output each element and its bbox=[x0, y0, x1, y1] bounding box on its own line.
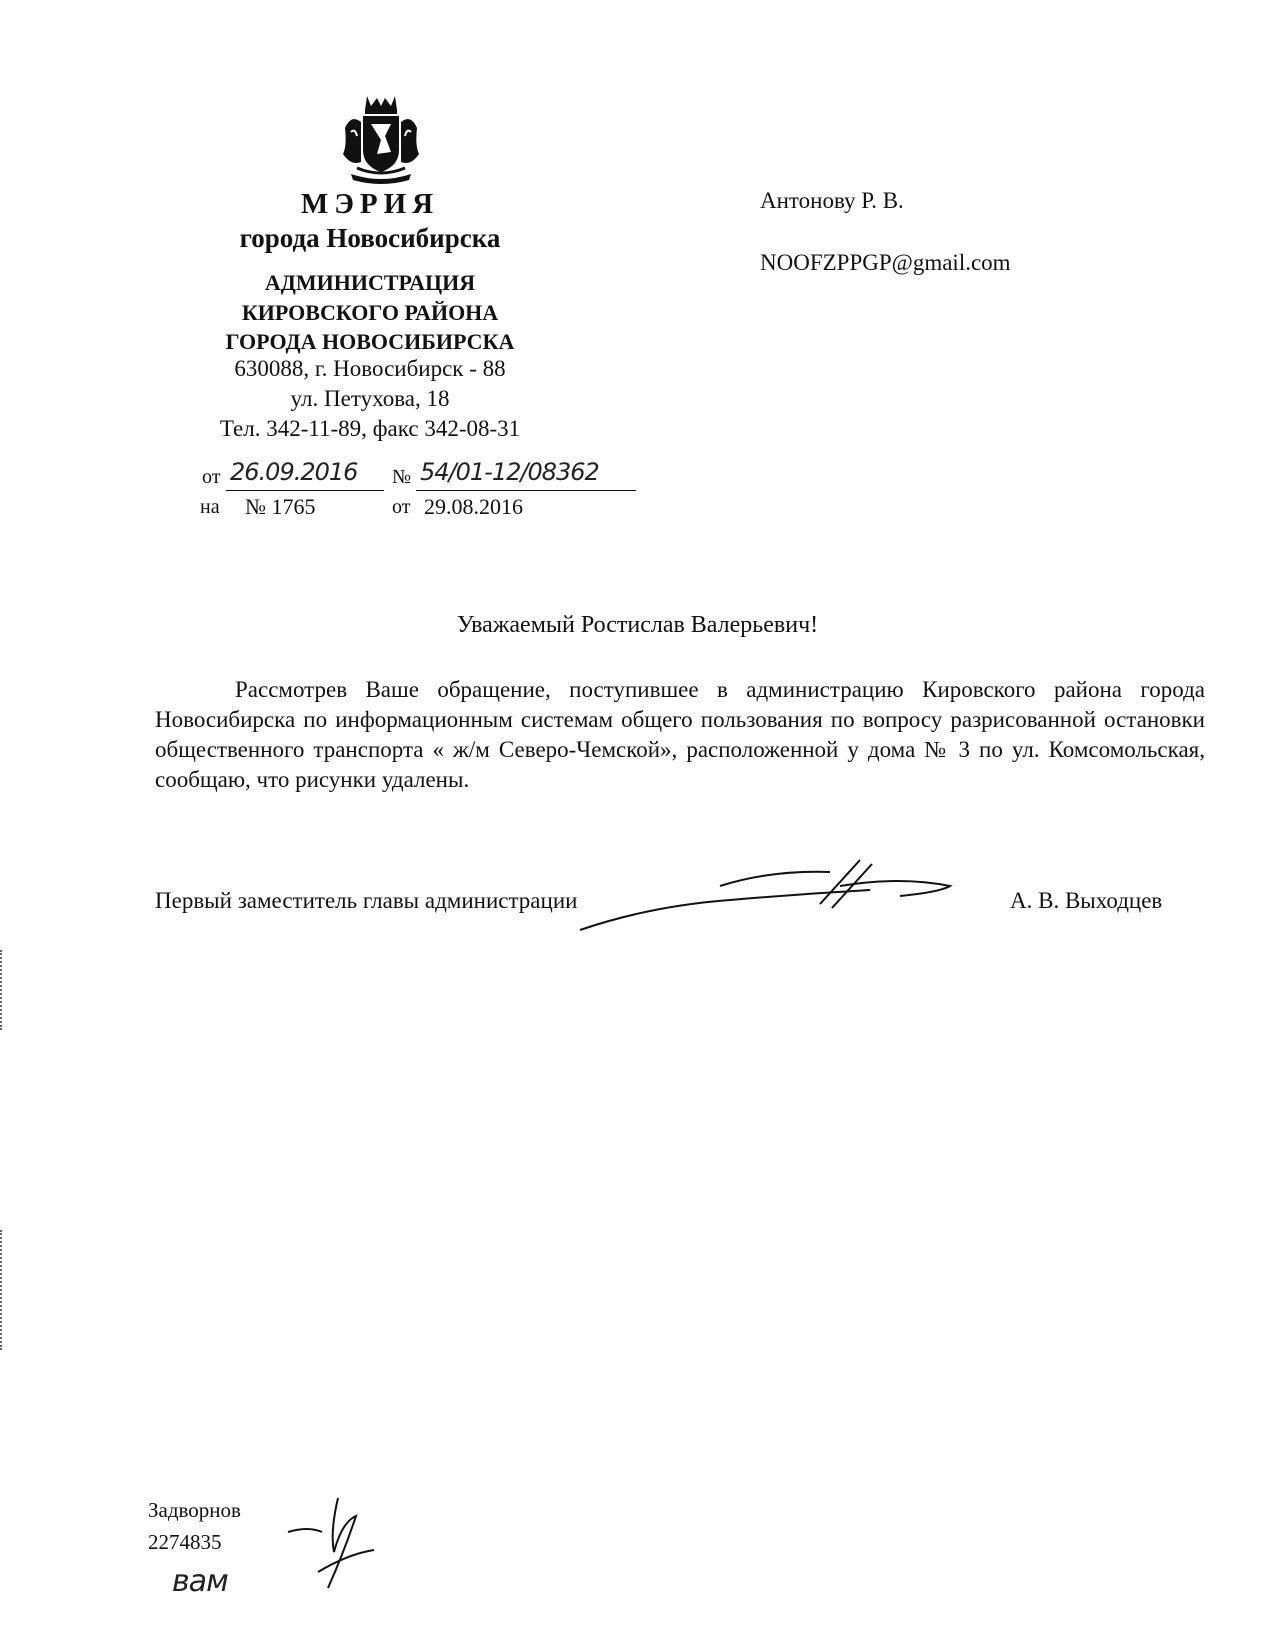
signatory-title: Первый заместитель главы администрации bbox=[155, 888, 578, 913]
city-heading: города Новосибирска bbox=[239, 223, 501, 253]
admin-line-1: АДМИНИСТРАЦИЯ bbox=[264, 270, 476, 295]
reg-date-underline bbox=[226, 490, 384, 491]
recipient-name: Антонову Р. В. bbox=[760, 188, 904, 213]
handwritten-signature bbox=[570, 856, 990, 936]
coat-of-arms-emblem bbox=[337, 92, 425, 188]
address-line-1: 630088, г. Новосибирск - 88 bbox=[234, 356, 506, 381]
address-line-2: ул. Петухова, 18 bbox=[290, 386, 450, 411]
salutation: Уважаемый Ростислав Валерьевич! bbox=[456, 612, 819, 638]
signatory-name: А. В. Выходцев bbox=[1010, 888, 1163, 913]
reg-number-underline bbox=[416, 490, 636, 491]
phone-fax-line: Тел. 342-11-89, факс 342-08-31 bbox=[219, 416, 521, 441]
recipient-email: NOOFZPPGP@gmail.com bbox=[760, 250, 1011, 275]
executor-handwritten-initials: вам bbox=[172, 1564, 228, 1599]
executor-phone: 2274835 bbox=[148, 1530, 222, 1554]
scan-margin-mark bbox=[0, 950, 6, 1030]
reg-date: 26.09.2016 bbox=[230, 458, 358, 486]
scan-margin-mark bbox=[0, 1230, 6, 1350]
executor-name: Задворнов bbox=[148, 1498, 241, 1522]
reg-number-label: № bbox=[392, 466, 412, 488]
reg-date-label: от bbox=[202, 466, 221, 488]
letter-body: Рассмотрев Ваше обращение, поступившее в администрацию Кировского района города Новосибирска по информационным системам общего пользования по вопросу разрисованной остановки общественного транспорта « ж/м Северо-Чемской», расположенной у дома № 3 по ул. Комсомольская, сообщаю, что рисунки удалены. bbox=[155, 677, 1205, 792]
executor-signature bbox=[278, 1492, 388, 1602]
admin-line-3: ГОРОДА НОВОСИБИРСКА bbox=[225, 329, 515, 354]
reg-number: 54/01-12/08362 bbox=[420, 458, 599, 486]
admin-line-2: КИРОВСКОГО РАЙОНА bbox=[241, 300, 499, 325]
reply-number: № 1765 bbox=[245, 494, 316, 519]
reply-date-label: от bbox=[392, 496, 411, 518]
mayor-office-heading: МЭРИЯ bbox=[300, 188, 440, 220]
reply-label: на bbox=[200, 496, 220, 518]
reply-date: 29.08.2016 bbox=[424, 494, 523, 519]
